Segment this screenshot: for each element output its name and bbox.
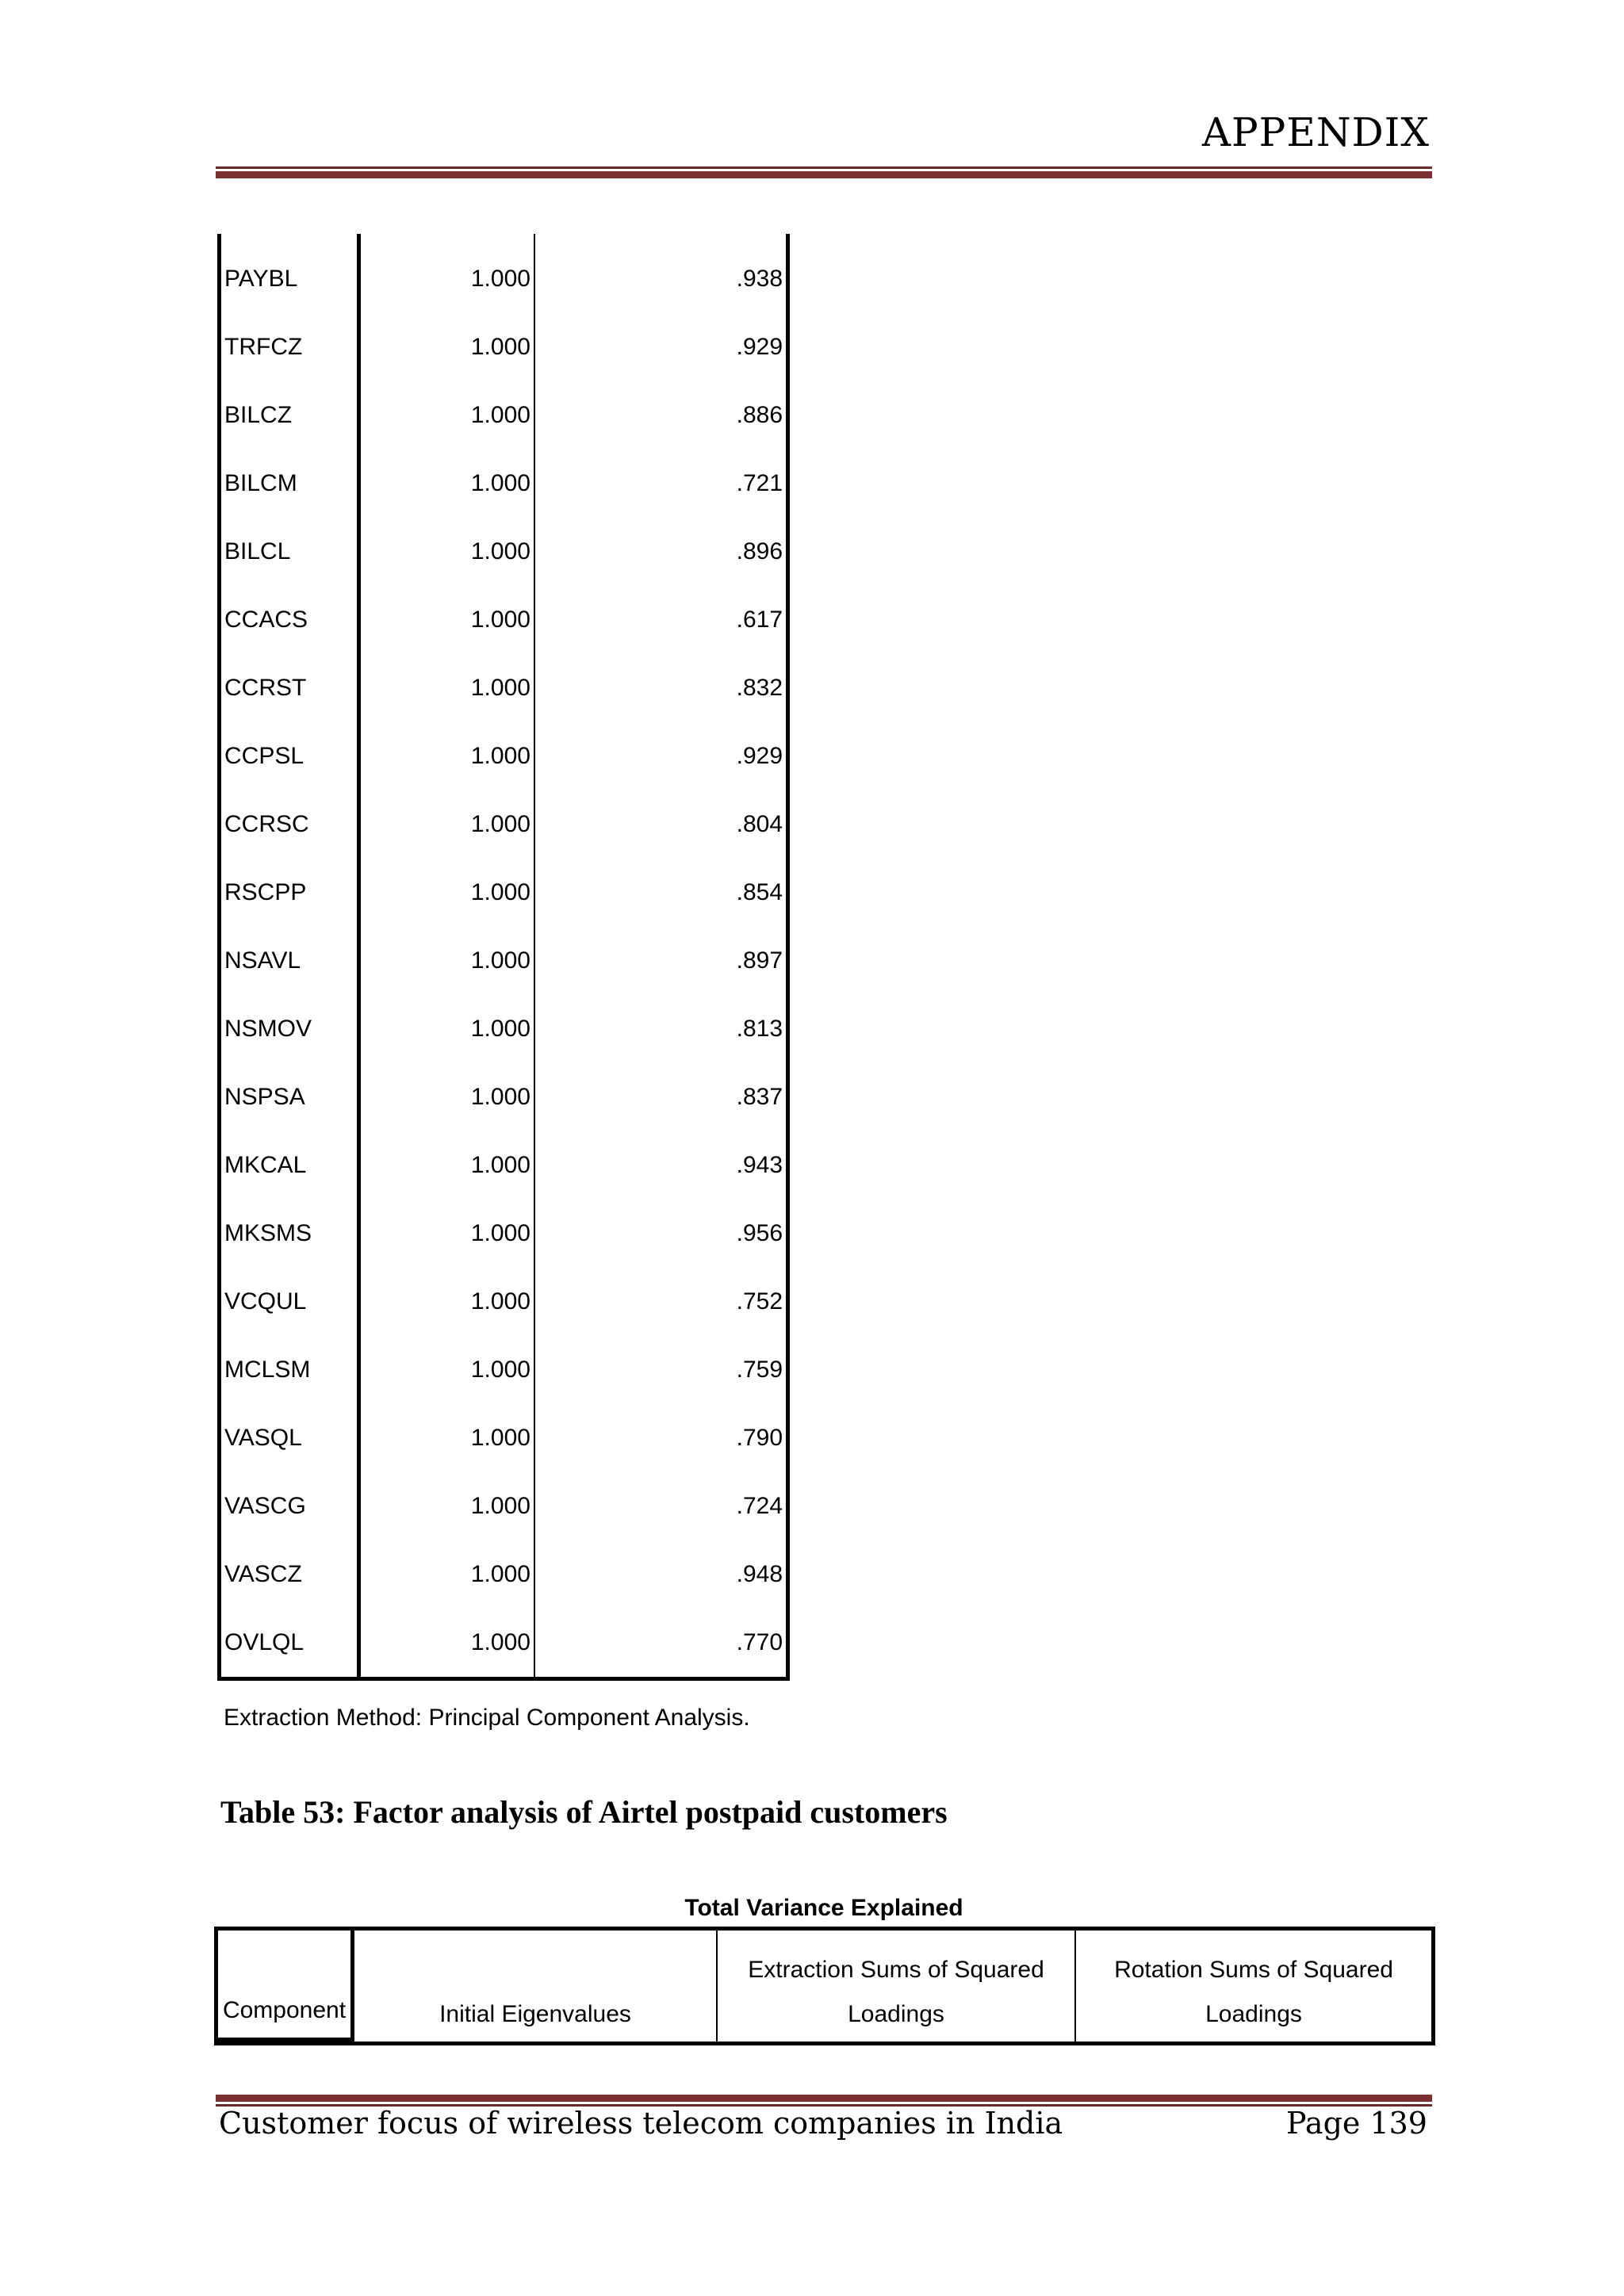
initial-cell: 1.000: [359, 1472, 534, 1540]
table-row: [220, 1472, 788, 1540]
variable-cell: CCRSC: [220, 790, 359, 859]
header-rule-thin: [216, 166, 1432, 169]
extraction-cell: .724: [534, 1472, 788, 1540]
header-extraction-line1: Extraction Sums of Squared: [748, 1957, 1044, 1983]
extraction-cell: .886: [534, 381, 788, 450]
variable-cell: BILCL: [220, 518, 359, 586]
extraction-cell: .790: [534, 1404, 788, 1472]
table-caption: Table 53: Factor analysis of Airtel postpaid customers: [220, 1794, 948, 1830]
extraction-cell: .938: [534, 234, 788, 313]
extraction-cell: .943: [534, 1131, 788, 1200]
table-row: [220, 654, 788, 722]
footer-rule-thick: [216, 2095, 1432, 2102]
variable-cell: RSCPP: [220, 859, 359, 927]
variable-cell: VASCZ: [220, 1540, 359, 1609]
extraction-cell: .617: [534, 586, 788, 654]
extraction-cell: .832: [534, 654, 788, 722]
variable-cell: VASCG: [220, 1472, 359, 1540]
variable-cell: BILCZ: [220, 381, 359, 450]
variable-cell: MKSMS: [220, 1200, 359, 1268]
header-rule-thick: [216, 171, 1432, 178]
initial-cell: 1.000: [359, 450, 534, 518]
table-row: [220, 1336, 788, 1404]
extraction-cell: .837: [534, 1063, 788, 1131]
table-row: [220, 927, 788, 995]
table-row: [220, 313, 788, 381]
header-extraction-sums: [718, 1931, 1076, 2042]
table-row: [220, 1609, 788, 1679]
header-component: [218, 1931, 354, 2042]
table-row: [220, 995, 788, 1063]
footer-page-number: Page 139: [1286, 2106, 1427, 2141]
variable-cell: NSPSA: [220, 1063, 359, 1131]
total-variance-title: Total Variance Explained: [684, 1895, 963, 1921]
variable-cell: PAYBL: [220, 234, 359, 313]
variable-cell: CCACS: [220, 586, 359, 654]
table-row: [220, 450, 788, 518]
header-component-label: Component: [222, 1997, 347, 2023]
total-variance-table: [214, 1927, 1435, 2045]
extraction-cell: .896: [534, 518, 788, 586]
extraction-cell: .752: [534, 1268, 788, 1336]
table-row: [220, 722, 788, 790]
variable-cell: OVLQL: [220, 1609, 359, 1679]
initial-cell: 1.000: [359, 1336, 534, 1404]
header-rotation-line2: Loadings: [1205, 2001, 1302, 2027]
variable-cell: MCLSM: [220, 1336, 359, 1404]
table-row: [220, 1131, 788, 1200]
header-initial-label: Initial Eigenvalues: [439, 2001, 631, 2027]
initial-cell: 1.000: [359, 1609, 534, 1679]
header-initial-eigenvalues: [354, 1931, 718, 2042]
variable-cell: TRFCZ: [220, 313, 359, 381]
header-rotation-line1: Rotation Sums of Squared: [1114, 1957, 1393, 1983]
extraction-cell: .929: [534, 313, 788, 381]
initial-cell: 1.000: [359, 654, 534, 722]
extraction-cell: .804: [534, 790, 788, 859]
initial-cell: 1.000: [359, 586, 534, 654]
table-row: [220, 518, 788, 586]
initial-cell: 1.000: [359, 1063, 534, 1131]
initial-cell: 1.000: [359, 790, 534, 859]
page-header-title: APPENDIX: [1201, 109, 1430, 155]
extraction-method-footnote: Extraction Method: Principal Component Analysis.: [224, 1705, 750, 1731]
initial-cell: 1.000: [359, 313, 534, 381]
table-row: [220, 1063, 788, 1131]
table-row: [220, 234, 788, 313]
footer-title: Customer focus of wireless telecom companies in India: [219, 2106, 1063, 2141]
extraction-cell: .721: [534, 450, 788, 518]
table-row: [220, 1404, 788, 1472]
variable-cell: CCPSL: [220, 722, 359, 790]
variable-cell: VASQL: [220, 1404, 359, 1472]
extraction-cell: .854: [534, 859, 788, 927]
header-rotation-sums: [1076, 1931, 1431, 2042]
variable-cell: BILCM: [220, 450, 359, 518]
variable-cell: CCRST: [220, 654, 359, 722]
initial-cell: 1.000: [359, 927, 534, 995]
initial-cell: 1.000: [359, 1131, 534, 1200]
table-row: [220, 586, 788, 654]
extraction-cell: .948: [534, 1540, 788, 1609]
initial-cell: 1.000: [359, 722, 534, 790]
initial-cell: 1.000: [359, 518, 534, 586]
extraction-cell: .929: [534, 722, 788, 790]
variable-cell: MKCAL: [220, 1131, 359, 1200]
extraction-cell: .759: [534, 1336, 788, 1404]
initial-cell: 1.000: [359, 1200, 534, 1268]
header-extraction-line2: Loadings: [848, 2001, 944, 2027]
table-row: [220, 1268, 788, 1336]
variable-cell: NSMOV: [220, 995, 359, 1063]
communalities-table: [217, 234, 790, 1681]
extraction-cell: .770: [534, 1609, 788, 1679]
table-row: [220, 790, 788, 859]
initial-cell: 1.000: [359, 234, 534, 313]
initial-cell: 1.000: [359, 1404, 534, 1472]
initial-cell: 1.000: [359, 859, 534, 927]
initial-cell: 1.000: [359, 381, 534, 450]
extraction-cell: .897: [534, 927, 788, 995]
initial-cell: 1.000: [359, 995, 534, 1063]
table-row: [220, 1200, 788, 1268]
extraction-cell: .813: [534, 995, 788, 1063]
extraction-cell: .956: [534, 1200, 788, 1268]
initial-cell: 1.000: [359, 1540, 534, 1609]
variable-cell: VCQUL: [220, 1268, 359, 1336]
initial-cell: 1.000: [359, 1268, 534, 1336]
table-row: [220, 1540, 788, 1609]
variable-cell: NSAVL: [220, 927, 359, 995]
table-row: [220, 381, 788, 450]
table-row: [220, 859, 788, 927]
